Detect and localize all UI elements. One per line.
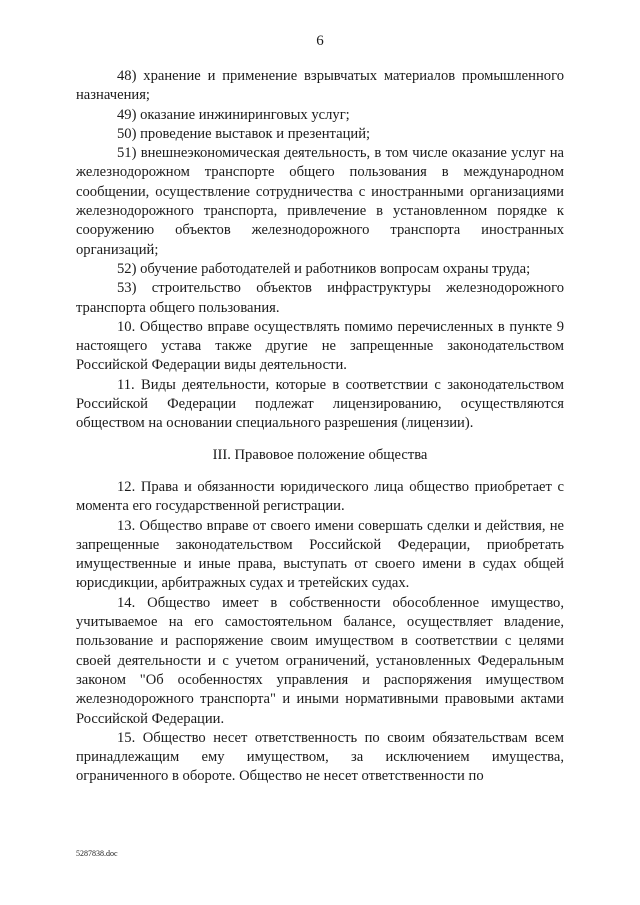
- clause-12: 12. Права и обязанности юридического лица общество приобретает с момента его государственной регистрации.: [76, 478, 564, 515]
- clause-13: 13. Общество вправе от своего имени совершать сделки и действия, не запрещенные законодательством Российской Федерации, приобретать имущественные и иные права, выступать от своего имени в судах общей юрисдикции, арбитражных судах и третейских судах.: [76, 517, 564, 592]
- list-item-53: 53) строительство объектов инфраструктуры железнодорожного транспорта общего пользования.: [76, 280, 564, 316]
- clause-11: 11. Виды деятельности, которые в соответствии с законодательством Российской Федерации подлежат лицензированию, осуществляются обществом на основании специального разрешения (лицензии).: [76, 376, 564, 432]
- list-item-51: 51) внешнеэкономическая деятельность, в том числе оказание услуг на железнодорожном транспорте общего пользования в международном сообщении, осуществление сотрудничества с иностранными организациями железнодорожного транспорта, привлечение в установленном порядке к сооружению объектов железнодорожного транспорта иностранных организаций;: [76, 145, 564, 258]
- page-number: 6: [316, 33, 324, 49]
- footer-file-code: 5287838.doc: [76, 849, 118, 858]
- list-item-49: 49) оказание инжиниринговых услуг;: [117, 106, 350, 123]
- list-item-52: 52) обучение работодателей и работников вопросам охраны труда;: [117, 260, 531, 277]
- list-item-50: 50) проведение выставок и презентаций;: [117, 125, 371, 142]
- clause-15: 15. Общество несет ответственность по своим обязательствам всем принадлежащим ему имуществом, за исключением имущества, ограниченного в обороте. Общество не несет ответственности по: [76, 729, 564, 785]
- list-item-48: 48) хранение и применение взрывчатых материалов промышленного назначения;: [76, 68, 564, 104]
- section-heading: III. Правовое положение общества: [212, 446, 428, 463]
- clause-14: 14. Общество имеет в собственности обособленное имущество, учитываемое на его самостоятельном балансе, осуществляет владение, пользование и распоряжение своим имуществом в соответствии с целями своей деятельности и с учетом ограничений, установленных Федеральным законом "Об особенностях управления и распоряжения имуществом железнодорожного транспорта" и иными нормативными правовыми актами Российской Федерации.: [76, 594, 564, 727]
- clause-10: 10. Общество вправе осуществлять помимо перечисленных в пункте 9 настоящего устава также другие не запрещенные законодательством Российской Федерации виды деятельности.: [76, 318, 564, 374]
- document-body: [76, 67, 564, 787]
